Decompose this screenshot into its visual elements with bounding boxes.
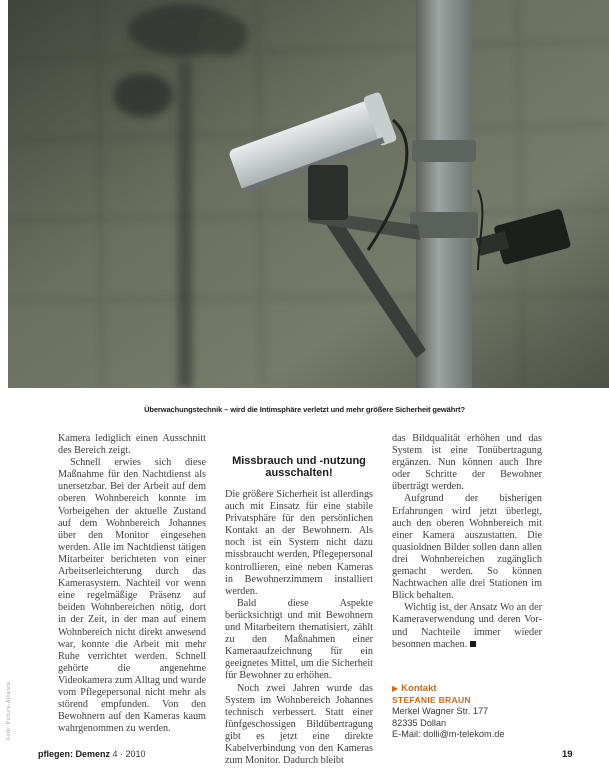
paragraph: Aufgrund der bisherigen Erfahrungen wird jetzt überlegt, auch den oberen Wohnbereich mit einer Kamera auszustatten. Die quasioldnen Bilder sollen dann allen drei Wohnbereichen zugänglich gemacht werden. So können Nachtwachen alle drei Stationen im Blick behalten.: [392, 493, 542, 602]
contact-heading-label: Kontakt: [401, 683, 437, 694]
issue-number: 4 · 2010: [112, 749, 146, 759]
paragraph-text: Wichtig ist, der Ansatz Wo an der Kameraverwendung und deren Vor- und Nachteile immer wieder besonnen machen.: [392, 602, 542, 650]
paragraph: das Bildqualität erhöhen und das System ist eine Tonübertragung ergänzen. Nun können auch Ihre oder Schritte der Bewohner überträgt werden.: [392, 433, 542, 493]
paragraph: Kamera lediglich einen Ausschnitt des Bereich zeigt.: [58, 433, 206, 457]
paragraph: Schnell erwies sich diese Maßnahme für den Nachtdienst als unersetzbar. Bei der Arbeit auf dem oberen Wohnbereich konnte im Vorbeigehen der aktuelle Zustand auf dem Wohnbereich Johannes über den Monitor eingesehen werden. Alle im Nachtdienst tätigen Mitarbeiter berichteten von einer Arbeitserleichterung durch das Kamerasystem. Nachteil vor wenn eine regelmäßige Präsenz auf beiden Wohnbereichen nötig, dort in der Zeit, in der man auf einem Wohnbereich nicht direkt anwesend war, konnte die Arbeit mit mehr Ruhe verrichtet werden. Schnell gehörte die angenehme Videokamera zum Alltag und wurde vom Pflegepersonal nicht mehr als störend empfunden. Von den Bewohnern auf den Kameras kaum wahrgenommen zu werden.: [58, 457, 206, 735]
header-photo: [8, 0, 609, 388]
contact-city: 82335 Dollan: [392, 717, 447, 728]
footer-magazine: [38, 749, 146, 759]
surveillance-camera-photo: [8, 0, 609, 388]
section-heading: Missbrauch und -nutzung ausschalten!: [232, 455, 366, 479]
photo-credit: Foto: Picture-Alliance: [6, 681, 12, 740]
article-column-3: [392, 433, 542, 651]
contact-email[interactable]: E-Mail: dolli@m-telekom.de: [392, 729, 505, 740]
magazine-title: pflegen: Demenz: [38, 749, 111, 759]
paragraph: [392, 602, 542, 650]
paragraph: Noch zwei Jahren wurde das System im Wohnbereich Johannes technisch verbessert. Statt einer fünfgeschossigen Bildübertragung gibt es jetzt eine direkte Kabelverbindung von den Kameras zum Monitor. Dadurch bleibt: [225, 682, 373, 767]
photo-caption: Überwachungstechnik – wird die Intimsphäre verletzt und mehr größere Sicherheit gewährt?: [144, 405, 465, 414]
article-column-2: [225, 433, 373, 767]
end-of-article-mark: [470, 641, 476, 647]
contact-heading: [392, 683, 542, 695]
page-number: 19: [562, 749, 573, 760]
arrow-right-icon: ▶: [392, 684, 399, 693]
contact-street: Merkel Wagner Str. 177: [392, 706, 489, 717]
contact-name: STEFANIE BRAUN: [392, 694, 471, 705]
paragraph: Die größere Sicherheit ist allerdings auch mit Einsatz für eine stabile Privatsphäre für den persönlichen Kontakt an der Bewohnern. Als noch ist ein System nicht dazu missbraucht werden, Pflegepersonal kontrollieren, eine neben Kameras in Bewohnerzimmern installiert werden.: [225, 489, 373, 597]
contact-box: [392, 683, 542, 741]
article-column-1: [58, 433, 206, 735]
paragraph: Bald diese Aspekte berücksichtigt und mit Bewohnern und Mitarbeitern thematisiert, zählt zu den Maßnahmen einer Kameraaufzeichnung für ein geeignetes Mittel, um die Sicherheit für Bewohner zu erhöhen.: [225, 597, 373, 682]
